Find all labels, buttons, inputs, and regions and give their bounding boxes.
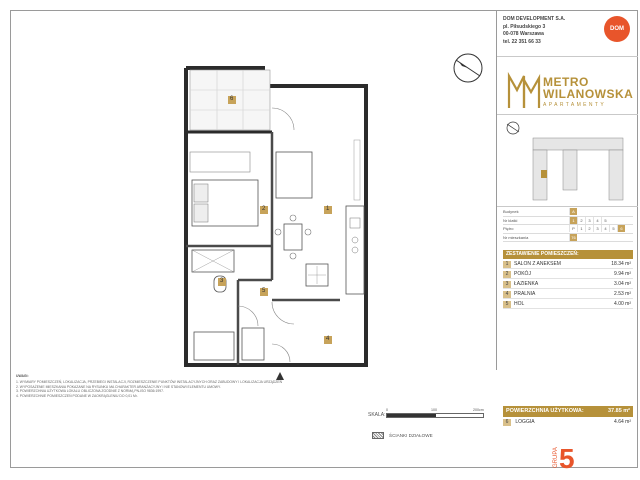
notes-block xyxy=(16,374,364,399)
room-label-5: 5 xyxy=(262,288,266,294)
room-number: 2 xyxy=(503,271,511,278)
dining-table xyxy=(284,224,302,250)
loggia-name: LOGGIA xyxy=(515,419,535,425)
floor-plan-area xyxy=(10,10,497,370)
locator-cell: 5 xyxy=(609,225,617,232)
room-area: 9.94 m² xyxy=(614,271,631,277)
locator-cell: 3 xyxy=(585,217,593,224)
legend-label: ŚCIANKI DZIAŁOWE xyxy=(389,433,433,438)
room-name: PRALNIA xyxy=(514,291,536,297)
locator-row xyxy=(503,234,633,243)
room-row xyxy=(503,280,633,289)
room-area: 2.53 m² xyxy=(614,291,631,297)
group-logo-number: 5 xyxy=(559,443,575,472)
brand-subtitle: APARTAMENTY xyxy=(543,102,607,108)
room-number: 1 xyxy=(503,261,511,268)
building-key-plan xyxy=(503,118,635,204)
room-label-1: 1 xyxy=(326,206,330,212)
locator-row xyxy=(503,217,633,226)
locator-cell: 1 xyxy=(569,217,577,224)
dom-logo: DOM xyxy=(604,16,630,42)
sofa xyxy=(276,152,312,198)
room-area: 4.00 m² xyxy=(614,301,631,307)
locator-cell: 3 xyxy=(593,225,601,232)
locator-cell: A xyxy=(569,208,577,215)
room-label-2: 2 xyxy=(262,206,266,212)
kitchen-counter xyxy=(346,206,364,294)
legend xyxy=(372,432,433,439)
developer-city: 00-078 Warszawa xyxy=(503,31,544,38)
loggia-number: 6 xyxy=(503,419,511,426)
locator-label: Piętro xyxy=(503,226,514,232)
note-line: 3. POWIERZCHNIA UŻYTKOWA LOKALU OBLICZONA ZGODNIE Z NORMĄ PN-ISO 9836:1997. xyxy=(16,389,164,394)
developer-street: pl. Piłsudskiego 3 xyxy=(503,23,546,30)
scale-tick-200: 200cm xyxy=(473,408,484,412)
scale-tick-100: 100 xyxy=(431,408,437,412)
scale-label: SKALA: xyxy=(368,412,386,418)
locator-cell: 6 xyxy=(617,225,625,232)
grupa-5-logo xyxy=(547,440,595,472)
scale-graphic xyxy=(386,408,484,418)
developer-phone: tel. 22 351 66 33 xyxy=(503,38,541,45)
scale-tick-0: 0 xyxy=(386,408,388,412)
room-label-6: 6 xyxy=(230,96,234,102)
brand-name: METRO WILANOWSKA xyxy=(543,75,634,101)
room-area: 18.34 m² xyxy=(611,261,631,267)
locator-cell: 4 xyxy=(601,225,609,232)
locator-cell: P xyxy=(569,225,577,232)
room-row xyxy=(503,260,633,269)
bathtub xyxy=(194,332,234,360)
note-line: 1. WYMIARY POMIESZCZEŃ, LOKALIZACJA, PRZEBIEGI INSTALACJI, ROZMIESZCZENIE PUNKTÓW INSTALACYJNYCH ORAZ ZABUDOWY I LOKALIZACJA URZĄDZEŃ xyxy=(16,379,283,384)
usable-area-total xyxy=(503,406,633,417)
locator-cell: 2 xyxy=(585,225,593,232)
note-line: 2. WYPOSAŻENIE MIESZKANIA POKAZANE NA RYSUNKU MA CHARAKTER ARANŻACYJNY I NIE STANOWI ELEMENTU UMOWY. xyxy=(16,384,221,389)
room-row xyxy=(503,300,633,309)
locator-cell: 1 xyxy=(577,225,585,232)
room-name: POKÓJ xyxy=(514,271,531,277)
usable-area-value: 37.85 m² xyxy=(607,408,630,414)
apartment-locator-table xyxy=(503,208,633,242)
locator-label: Nr klatki xyxy=(503,217,518,223)
info-panel xyxy=(497,10,638,472)
group-logo-text: GRUPA xyxy=(553,447,559,468)
north-compass-icon xyxy=(450,50,486,86)
developer-contact xyxy=(503,16,565,46)
partition-wall-swatch xyxy=(372,432,384,439)
metro-wilanowska-logo-icon xyxy=(507,70,541,110)
room-number: 5 xyxy=(503,301,511,308)
usable-area-label: POWIERZCHNIA UŻYTKOWA: xyxy=(506,408,584,414)
scale-bar xyxy=(368,410,494,424)
room-number: 3 xyxy=(503,281,511,288)
room-name: ŁAZIENKA xyxy=(514,281,539,287)
room-row xyxy=(503,270,633,279)
room-label-4: 4 xyxy=(326,336,330,342)
notes-title: UWAGI: xyxy=(16,374,29,378)
note-line: 4. POWIERZCHNIE POMIESZCZEŃ PODANE W ZAOKRĄGLENIU DO 0,01 M². xyxy=(16,394,138,399)
loggia-row xyxy=(503,418,633,427)
room-name: SALON Z ANEKSEM xyxy=(514,261,561,267)
room-row xyxy=(503,290,633,299)
locator-row xyxy=(503,225,633,234)
locator-label: Budynek xyxy=(503,209,519,215)
locator-cell: 76 xyxy=(569,234,577,241)
room-number: 4 xyxy=(503,291,511,298)
locator-cell: 5 xyxy=(601,217,609,224)
loggia-area: 4.64 m² xyxy=(614,419,631,425)
locator-row xyxy=(503,208,633,217)
floor-plan xyxy=(10,10,497,370)
developer-company: DOM DEVELOPMENT S.A. xyxy=(503,16,566,22)
room-area: 3.04 m² xyxy=(614,281,631,287)
locator-cell: 2 xyxy=(577,217,585,224)
wardrobe xyxy=(242,328,264,360)
rooms-table-header: ZESTAWIENIE POMIESZCZEŃ: xyxy=(503,250,633,259)
room-label-3: 3 xyxy=(220,278,224,284)
locator-cell: 4 xyxy=(593,217,601,224)
locator-label: Nr mieszkania xyxy=(503,234,529,240)
room-name: HOL xyxy=(514,301,525,307)
